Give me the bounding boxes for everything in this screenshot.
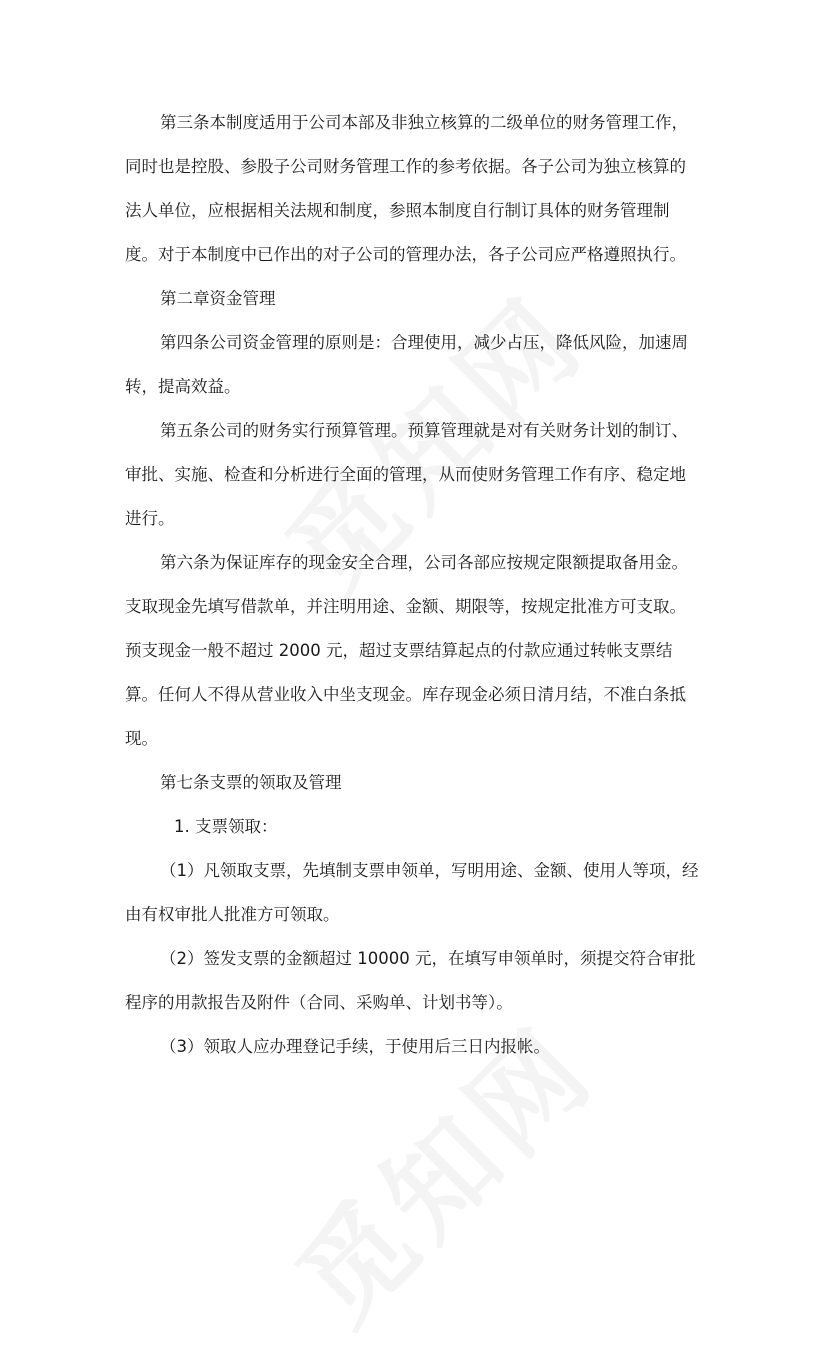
paragraph-line: 第六条为保证库存的现金安全合理，公司各部应按规定限额提取备用金。 bbox=[160, 553, 688, 572]
paragraph-line: 第三条本制度适用于公司本部及非独立核算的二级单位的财务管理工作， bbox=[160, 113, 688, 132]
paragraph-line: 第四条公司资金管理的原则是：合理使用，减少占压，降低风险，加速周 bbox=[160, 333, 688, 352]
paragraph-line: 转，提高效益。 bbox=[125, 377, 241, 396]
paragraph-line: 同时也是控股、参股子公司财务管理工作的参考依据。各子公司为独立核算的 bbox=[125, 157, 686, 176]
paragraph-line: （1）凡领取支票，先填制支票申领单，写明用途、金额、使用人等项，经 bbox=[160, 861, 699, 880]
list-item-heading: 1. 支票领取： bbox=[174, 817, 278, 836]
paragraph-line: 法人单位，应根据相关法规和制度，参照本制度自行制订具体的财务管理制 bbox=[125, 201, 670, 220]
paragraph-line: 度。对于本制度中已作出的对子公司的管理办法，各子公司应严格遵照执行。 bbox=[125, 245, 686, 264]
paragraph-line: （2）签发支票的金额超过 10000 元，在填写申领单时，须提交符合审批 bbox=[160, 949, 696, 968]
paragraph-line: 支取现金先填写借款单，并注明用途、金额、期限等，按规定批准方可支取。 bbox=[125, 597, 686, 616]
paragraph-line: （3）领取人应办理登记手续，于使用后三日内报帐。 bbox=[160, 1037, 550, 1056]
paragraph-line: 进行。 bbox=[125, 509, 175, 528]
paragraph-line: 第五条公司的财务实行预算管理。预算管理就是对有关财务计划的制订、 bbox=[160, 421, 688, 440]
paragraph-line: 由有权审批人批准方可领取。 bbox=[125, 905, 340, 924]
paragraph-line: 程序的用款报告及附件（合同、采购单、计划书等）。 bbox=[125, 993, 513, 1012]
paragraph-line: 预支现金一般不超过 2000 元，超过支票结算起点的付款应通过转帐支票结 bbox=[125, 641, 673, 660]
paragraph-line: 第七条支票的领取及管理 bbox=[160, 773, 342, 792]
paragraph-line: 现。 bbox=[125, 729, 158, 748]
chapter-heading: 第二章资金管理 bbox=[160, 289, 276, 308]
paragraph-line: 审批、实施、检查和分析进行全面的管理，从而使财务管理工作有序、稳定地 bbox=[125, 465, 686, 484]
paragraph-line: 算。任何人不得从营业收入中坐支现金。库存现金必须日清月结，不准白条抵 bbox=[125, 685, 686, 704]
